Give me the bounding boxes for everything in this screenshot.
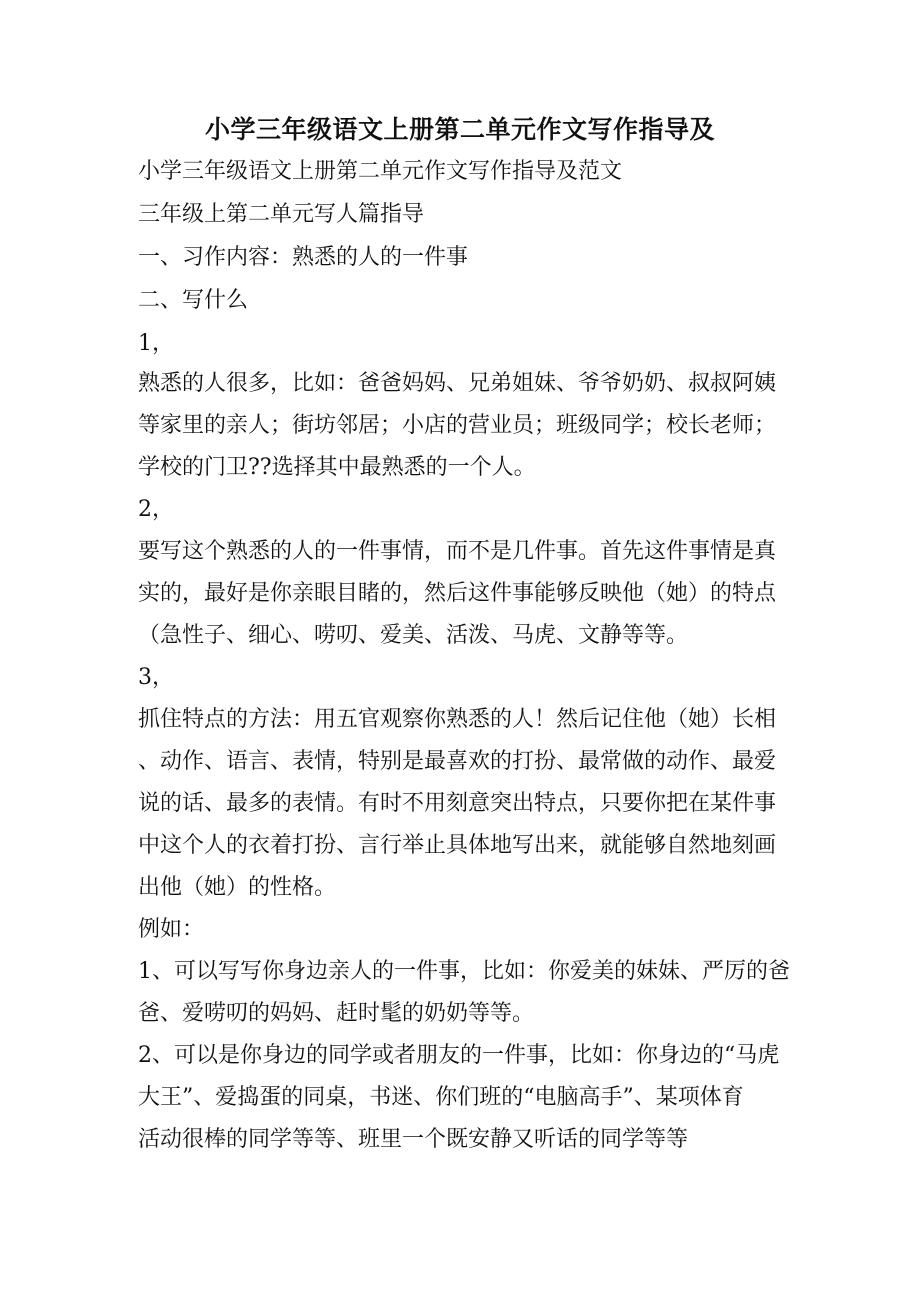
text-line: 要写这个熟悉的人的一件事情，而不是几件事。首先这件事情是真 xyxy=(138,539,777,564)
text-line: 2， xyxy=(138,497,174,522)
text-line: 、动作、语言、表情，特别是最喜欢的打扮、最常做的动作、最爱 xyxy=(138,749,777,774)
text-line: 等家里的亲人；街坊邻居；小店的营业员；班级同学；校长老师； xyxy=(138,413,777,438)
text-line: 1、可以写写你身边亲人的一件事，比如：你爱美的妹妹、严厉的爸 xyxy=(138,959,790,984)
document-title: 小学三年级语文上册第二单元作文写作指导及 xyxy=(204,115,715,144)
text-line: 3， xyxy=(138,665,174,690)
text-line: 爸、爱唠叨的妈妈、赶时髦的奶奶等等。 xyxy=(138,1001,535,1026)
text-line: 中这个人的衣着打扮、言行举止具体地写出来，就能够自然地刻画 xyxy=(138,833,777,858)
text-line: 小学三年级语文上册第二单元作文写作指导及范文 xyxy=(138,159,623,184)
text-line: 实的，最好是你亲眼目睹的，然后这件事能够反映他（她）的特点 xyxy=(138,581,777,606)
text-line: 抓住特点的方法：用五官观察你熟悉的人！然后记住他（她）长相 xyxy=(138,707,777,732)
text-line: 学校的门卫??选择其中最熟悉的一个人。 xyxy=(138,455,536,480)
text-line: 熟悉的人很多，比如：爸爸妈妈、兄弟姐妹、爷爷奶奶、叔叔阿姨 xyxy=(138,371,777,396)
text-line: （急性子、细心、唠叨、爱美、活泼、马虎、文静等等。 xyxy=(138,623,689,648)
text-line: 例如： xyxy=(138,917,205,942)
text-line: 一、习作内容：熟悉的人的一件事 xyxy=(138,245,469,270)
text-line: 说的话、最多的表情。有时不用刻意突出特点，只要你把在某件事 xyxy=(138,791,777,816)
text-line: 活动很棒的同学等等、班里一个既安静又听话的同学等等 xyxy=(138,1127,689,1152)
text-line: 2、可以是你身边的同学或者朋友的一件事，比如：你身边的“马虎 xyxy=(138,1043,780,1068)
text-line: 大王”、爱捣蛋的同桌，书迷、你们班的“电脑高手”、某项体育 xyxy=(138,1085,744,1110)
text-line: 出他（她）的性格。 xyxy=(138,875,337,900)
text-line: 二、写什么 xyxy=(138,288,249,313)
text-line: 三年级上第二单元写人篇指导 xyxy=(138,202,425,227)
text-line: 1， xyxy=(138,331,174,356)
